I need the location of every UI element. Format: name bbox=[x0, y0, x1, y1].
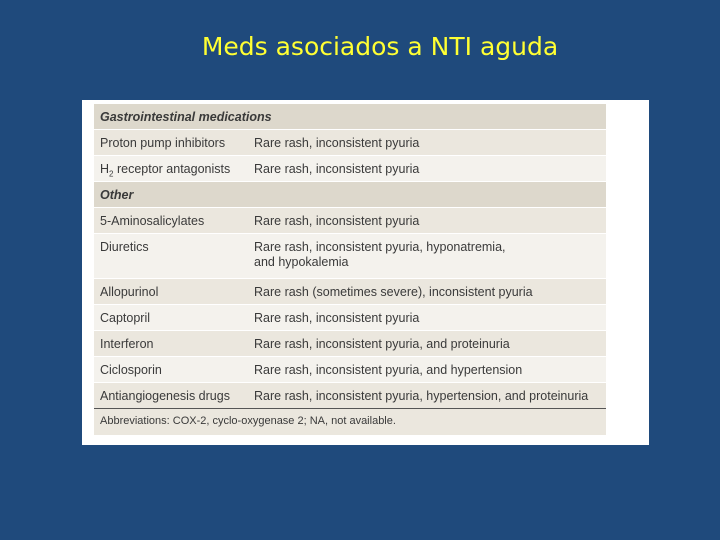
drug-name: Captopril bbox=[100, 311, 151, 325]
drug-findings: Rare rash, inconsistent pyuria, and hypertension bbox=[254, 363, 523, 377]
drug-name: Ciclosporin bbox=[100, 363, 162, 377]
section-header-gi: Gastrointestinal medications bbox=[94, 104, 606, 130]
table-row bbox=[94, 357, 606, 383]
table-row bbox=[94, 383, 606, 409]
drug-name: $H_2$ receptor antagonists bbox=[100, 162, 231, 179]
table-row bbox=[94, 305, 606, 331]
slide-title: Meds asociados a NTI aguda bbox=[201, 32, 559, 61]
table-row bbox=[94, 234, 606, 279]
table-row bbox=[94, 208, 606, 234]
table-row bbox=[94, 156, 606, 182]
drug-findings: Rare rash, inconsistent pyuria bbox=[254, 162, 420, 176]
table-row bbox=[94, 279, 606, 305]
table-image bbox=[82, 100, 649, 445]
drug-name: Allopurinol bbox=[100, 285, 159, 299]
drug-findings: Rare rash, inconsistent pyuria, hypertension, and proteinuria bbox=[254, 389, 589, 403]
drug-name: Proton pump inhibitors bbox=[100, 136, 226, 150]
drug-findings: Rare rash, inconsistent pyuria bbox=[254, 214, 420, 228]
table-row bbox=[94, 331, 606, 357]
drug-findings: Rare rash (sometimes severe), inconsistent pyuria bbox=[254, 285, 533, 299]
drug-findings: Rare rash, inconsistent pyuria bbox=[254, 136, 420, 150]
drug-findings: Rare rash, inconsistent pyuria, and proteinuria bbox=[254, 337, 510, 351]
drug-name: Diuretics bbox=[100, 240, 149, 254]
section-header-other: Other bbox=[94, 182, 606, 208]
drug-name: Interferon bbox=[100, 337, 154, 351]
drug-name: 5-Aminosalicylates bbox=[100, 214, 205, 228]
drug-findings: Rare rash, inconsistent pyuria, hyponatremia, and hypokalemia bbox=[254, 240, 506, 269]
drug-name: Antiangiogenesis drugs bbox=[100, 389, 230, 403]
drug-table bbox=[94, 104, 606, 435]
drug-findings: Rare rash, inconsistent pyuria bbox=[254, 311, 420, 325]
table-footnote: Abbreviations: COX-2, cyclo-oxygenase 2; NA, not available. bbox=[94, 409, 606, 435]
table-row bbox=[94, 130, 606, 156]
